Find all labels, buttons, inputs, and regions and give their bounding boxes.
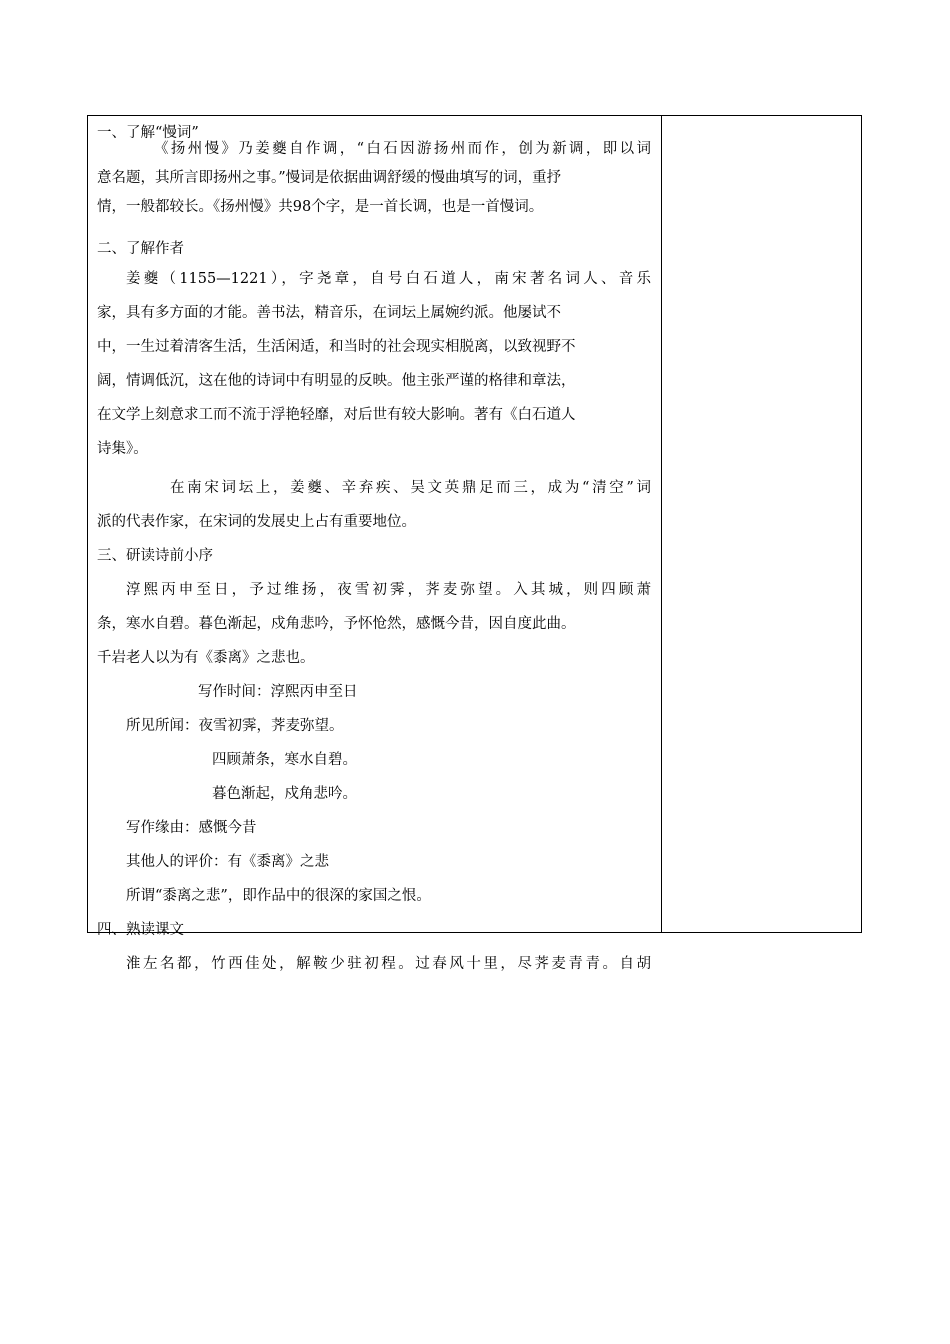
section-heading-1: 一、了解“慢词” (97, 125, 199, 141)
writing-time: 写作时间：淳熙丙申至日 (198, 684, 358, 700)
paragraph-line: 意名题，其所言即扬州之事。”慢词是依据曲调舒缓的慢曲填写的词，重抒 (97, 170, 562, 186)
paragraph-line: 姜夔（1155—1221），字尧章，自号白石道人，南宋著名词人、音乐 (126, 271, 651, 287)
content-table (87, 115, 862, 972)
seen-heard-line: 暮色渐起，戍角悲吟。 (212, 786, 357, 802)
paragraph-line: 诗集》。 (97, 441, 148, 457)
paragraph-line: 家，具有多方面的才能。善书法，精音乐，在词坛上属婉约派。他屡试不 (97, 305, 561, 321)
section-heading-2: 二、了解作者 (97, 241, 184, 257)
paragraph-line: 淳熙丙申至日，予过维扬，夜雪初霁，荠麦弥望。入其城，则四顾萧 (126, 582, 651, 598)
paragraph-line: 在文学上刻意求工而不流于浮艳轻靡，对后世有较大影响。著有《白石道人 (97, 407, 576, 423)
paragraph-line: 阔，情调低沉，这在他的诗词中有明显的反映。他主张严谨的格律和章法， (97, 373, 576, 389)
meaning-note: 所谓“黍离之悲”，即作品中的很深的家国之恨。 (126, 888, 431, 904)
paragraph-line: 《扬州慢》乃姜夔自作调，“白石因游扬州而作，创为新调，即以词 (154, 141, 651, 157)
paragraph-line: 条，寒水自碧。暮色渐起，戍角悲吟，予怀怆然，感慨今昔，因自度此曲。 (97, 616, 576, 632)
others-evaluation: 其他人的评价：有《黍离》之悲 (126, 854, 329, 870)
seen-heard: 所见所闻：夜雪初霁，荠麦弥望。 (126, 718, 344, 734)
paragraph-line: 淮左名都，竹西佳处，解鞍少驻初程。过春风十里，尽荠麦青青。自胡 (126, 956, 651, 972)
main-content-cell (88, 116, 662, 972)
paragraph-line: 在南宋词坛上，姜夔、辛弃疾、吴文英鼎足而三，成为“清空”词 (170, 480, 651, 496)
paragraph-line: 千岩老人以为有《黍离》之悲也。 (97, 650, 315, 666)
notes-cell (662, 116, 861, 932)
writing-reason: 写作缘由：感慨今昔 (126, 820, 257, 836)
paragraph-line: 中，一生过着清客生活，生活闲适，和当时的社会现实相脱离，以致视野不 (97, 339, 576, 355)
paragraph-line: 派的代表作家，在宋词的发展史上占有重要地位。 (97, 514, 416, 530)
section-heading-4: 四、熟读课文 (97, 922, 184, 938)
paragraph-line: 情，一般都较长。《扬州慢》共98个字，是一首长调，也是一首慢词。 (97, 199, 544, 215)
seen-heard-line: 四顾萧条，寒水自碧。 (212, 752, 357, 768)
section-heading-3: 三、研读诗前小序 (97, 548, 213, 564)
